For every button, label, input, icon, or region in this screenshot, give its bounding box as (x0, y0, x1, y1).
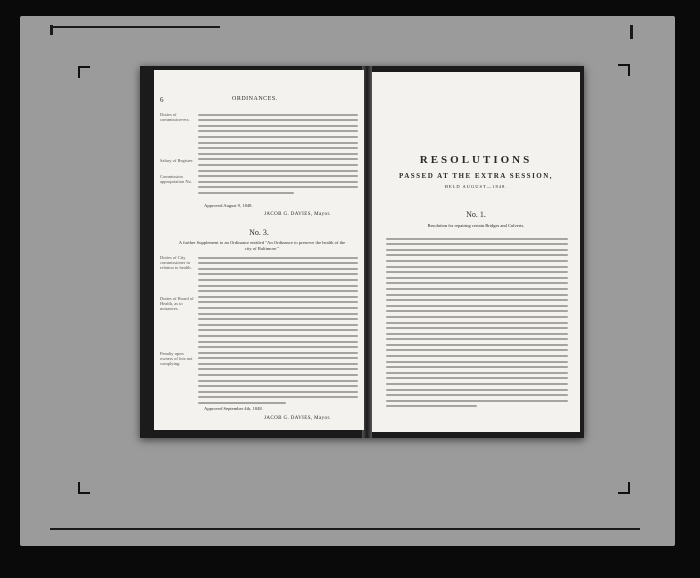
approval-line: Approved August 9, 1848. (204, 203, 253, 208)
running-head: ORDINANCES. (232, 96, 278, 102)
margin-note: Duties of commission-ers. (160, 112, 190, 122)
section-body (198, 110, 358, 198)
ordinance-title: A further Supplement to an Ordinance entitled "An Ordinance to preserve the health of the city of Baltimore." (178, 240, 346, 251)
registration-mark (618, 64, 630, 76)
registration-mark (78, 482, 90, 494)
page-number: 6 (160, 96, 164, 104)
resolution-number: No. 1. (466, 210, 486, 219)
registration-mark (78, 66, 90, 78)
margin-note: Commission appropriation No. (160, 174, 192, 184)
margin-note: Salary of Register. (160, 158, 194, 163)
frame-top-line (50, 26, 220, 28)
section-heading: No. 3. (249, 228, 269, 237)
margin-note: Penalty upon owners of lots not complying. (160, 351, 193, 366)
margin-note: Duties of City commissioner in relation to health. (160, 255, 192, 270)
page-title: RESOLUTIONS (419, 154, 533, 166)
frame-bottom-line (50, 528, 640, 530)
resolution-body (386, 234, 568, 411)
registration-mark (618, 482, 630, 494)
frame-corner-mark (630, 25, 633, 39)
approval-line: Approved September 4th, 1848. (204, 406, 263, 411)
resolution-caption: Resolution for repairing certain Bridges and Culverts. (427, 223, 525, 228)
margin-note: Duties of Board of Health, as to nuisances. (160, 296, 194, 311)
frame-corner-mark (50, 25, 53, 35)
left-page (154, 70, 364, 430)
session-date: HELD AUGUST—1848. (444, 184, 508, 189)
page-subtitle: PASSED AT THE EXTRA SESSION, (398, 172, 554, 180)
right-page (372, 72, 580, 432)
mayor-signature: JACOB G. DAVIES, Mayor. (264, 416, 331, 421)
ordinance-body (198, 253, 358, 408)
mayor-signature: JACOB G. DAVIES, Mayor. (264, 212, 331, 217)
